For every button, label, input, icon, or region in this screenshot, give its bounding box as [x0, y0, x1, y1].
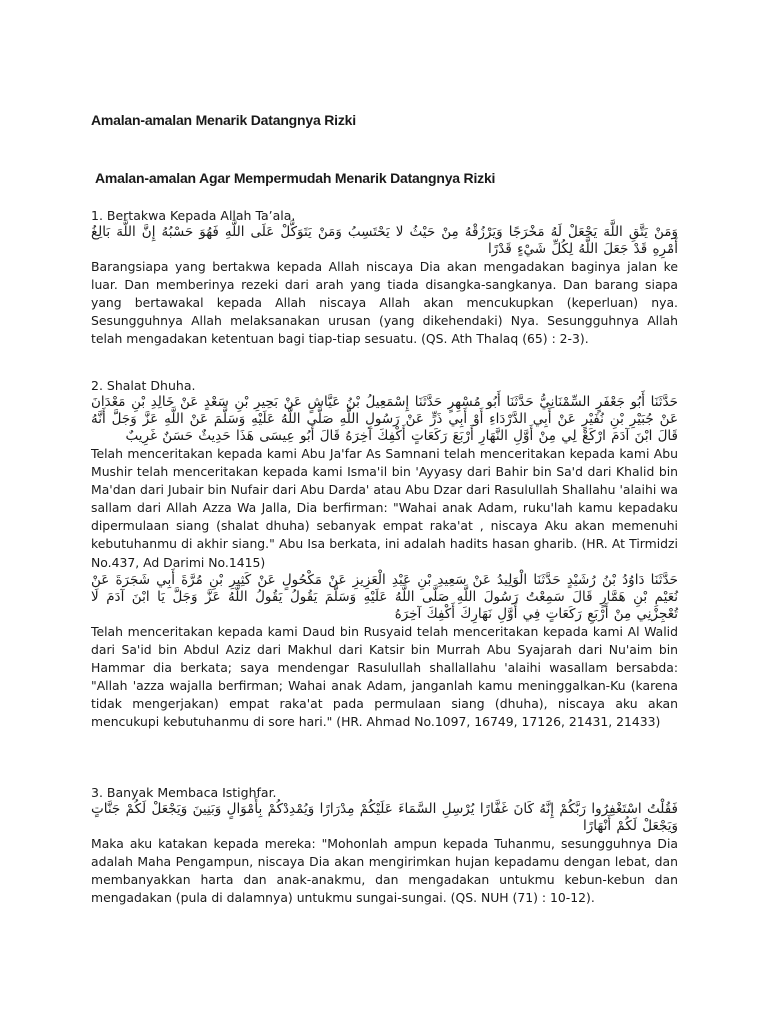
- section-istighfar: [91, 784, 678, 907]
- arabic-hadith: حَدَّثَنَا أَبُو جَعْفَرٍ السِّمْنَانِيُّ حَدَّثَنَا أَبُو مُسْهِرٍ حَدَّثَنَا إِسْمَعِيلُ بْنُ عَيَّاشٍ عَنْ بَحِيرِ بْنِ سَعْدٍ عَنْ خَالِدِ بْنِ مَعْدَانَ عَنْ جُبَيْرِ بْنِ نُفَيْرٍ عَنْ أَبِي الدَّرْدَاءِ أَوْ أَبِي ذَرٍّ عَنْ رَسُولِ اللَّهِ صَلَّى اللَّهُ عَلَيْهِ وَسَلَّمَ عَنْ اللَّهِ عَزَّ وَجَلَّ أَنَّهُ قَالَ ابْنَ آدَمَ ارْكَعْ لِي مِنْ أَوَّلِ النَّهَارِ أَرْبَعَ رَكَعَاتٍ أَكْفِكَ آخِرَهُ قَالَ أَبُو عِيسَى هَذَا حَدِيثٌ حَسَنٌ غَرِيبٌ: [91, 394, 678, 444]
- page-subtitle: Amalan-amalan Agar Mempermudah Menarik Datangnya Rizki: [95, 170, 496, 186]
- translation-paragraph: Telah menceritakan kepada kami Daud bin Rusyaid telah menceritakan kepada kami Al Walid dari Sa'id bin Abdul Aziz dari Makhul dari Katsir bin Murrah Abu Syajarah dari Nu'aim bin Hammar dia berkata; saya mendengar Rasulullah shallallahu 'alaihi wasallam bersabda: "Allah 'azza wajalla berfirman; Wahai anak Adam, janganlah kamu meninggalkan-Ku (karena tidak mengerjakan) empat raka'at pada permulaan siang (dhuha), niscaya aku akan mencukupi kebutuhanmu di sore hari." (HR. Ahmad No.1097, 16749, 17126, 21431, 21433): [91, 623, 678, 730]
- translation-paragraph: Telah menceritakan kepada kami Abu Ja'far As Samnani telah menceritakan kepada kami Abu Mushir telah menceritakan kepada kami Isma'il bin 'Ayyasy dari Bahir bin Sa'd dari Khalid bin Ma'dan dari Jubair bin Nufair dari Abu Darda' atau Abu Dzar dari Rasulullah Shallahu 'alaihi wa sallam dari Allah Azza Wa Jalla, Dia berfirman: "Wahai anak Adam, ruku'lah kamu kepadaku dipermulaan siang (shalat dhuha) sebanyak empat raka'at , niscaya Aku akan memenuhi kebutuhanmu di akhir siang." Abu Isa berkata, ini adalah hadits hasan gharib. (HR. At Tirmidzi No.437, Ad Darimi No.1415): [91, 446, 678, 570]
- section-heading: 2. Shalat Dhuha.: [91, 378, 196, 393]
- page-title: Amalan-amalan Menarik Datangnya Rizki: [91, 112, 356, 128]
- section-takwa: [91, 207, 678, 348]
- section-heading: 3. Banyak Membaca Istighfar.: [91, 785, 277, 800]
- arabic-hadith: حَدَّثَنَا دَاوُدُ بْنُ رُشَيْدٍ حَدَّثَنَا الْوَلِيدُ عَنْ سَعِيدِ بْنِ عَبْدِ الْعَزِيزِ عَنْ مَكْحُولٍ عَنْ كَثِيرِ بْنِ مُرَّةَ أَبِي شَجَرَةَ عَنْ نُعَيْمِ بْنِ هَمَّارٍ قَالَ سَمِعْتُ رَسُولَ اللَّهِ صَلَّى اللَّهُ عَلَيْهِ وَسَلَّمَ يَقُولُ يَقُولُ اللَّهُ عَزَّ وَجَلَّ يَا ابْنَ آدَمَ لَا تُعْجِزْنِي مِنْ أَرْبَعِ رَكَعَاتٍ فِي أَوَّلِ نَهَارِكَ أَكْفِكَ آخِرَهُ: [91, 571, 678, 622]
- arabic-verse: فَقُلْتُ اسْتَغْفِرُوا رَبَّكُمْ إِنَّهُ كَانَ غَفَّارًا يُرْسِلِ السَّمَاءَ عَلَيْكُمْ مِدْرَارًا وَيُمْدِدْكُمْ بِأَمْوَالٍ وَبَنِينَ وَيَجْعَلْ لَكُمْ جَنَّاتٍ وَيَجْعَلْ لَكُمْ أَنْهَارًا: [91, 801, 678, 834]
- translation-paragraph: Maka aku katakan kepada mereka: "Mohonlah ampun kepada Tuhanmu, sesungguhnya Dia adalah Maha Pengampun, niscaya Dia akan mengirimkan hujan kepadamu dengan lebat, dan membanyakkan harta dan anak-anakmu, dan mengadakan untukmu kebun-kebun dan mengadakan (pula di dalamnya) untukmu sungai-sungai. (QS. NUH (71) : 10-12).: [91, 836, 678, 906]
- section-shalat-dhuha: [91, 377, 678, 731]
- section-heading: 1. Bertakwa Kepada Allah Ta’ala.: [91, 208, 296, 223]
- arabic-verse: وَمَنْ يَتَّقِ اللَّهَ يَجْعَلْ لَهُ مَخْرَجًا وَيَرْزُقْهُ مِنْ حَيْثُ لا يَحْتَسِبُ وَمَنْ يَتَوَكَّلْ عَلَى اللَّهِ فَهُوَ حَسْبُهُ إِنَّ اللَّهَ بَالِغُ أَمْرِهِ قَدْ جَعَلَ اللَّهُ لِكُلِّ شَيْءٍ قَدْرًا: [91, 224, 678, 257]
- translation-paragraph: Barangsiapa yang bertakwa kepada Allah niscaya Dia akan mengadakan baginya jalan ke luar. Dan memberinya rezeki dari arah yang tiada disangka-sangkanya. Dan barang siapa yang bertawakal kepada Allah niscaya Allah akan mencukupkan (keperluan) nya. Sesungguhnya Allah melaksanakan urusan (yang dikehendaki) Nya. Sesungguhnya Allah telah mengadakan ketentuan bagi tiap-tiap sesuatu. (QS. Ath Thalaq (65) : 2-3).: [91, 259, 678, 347]
